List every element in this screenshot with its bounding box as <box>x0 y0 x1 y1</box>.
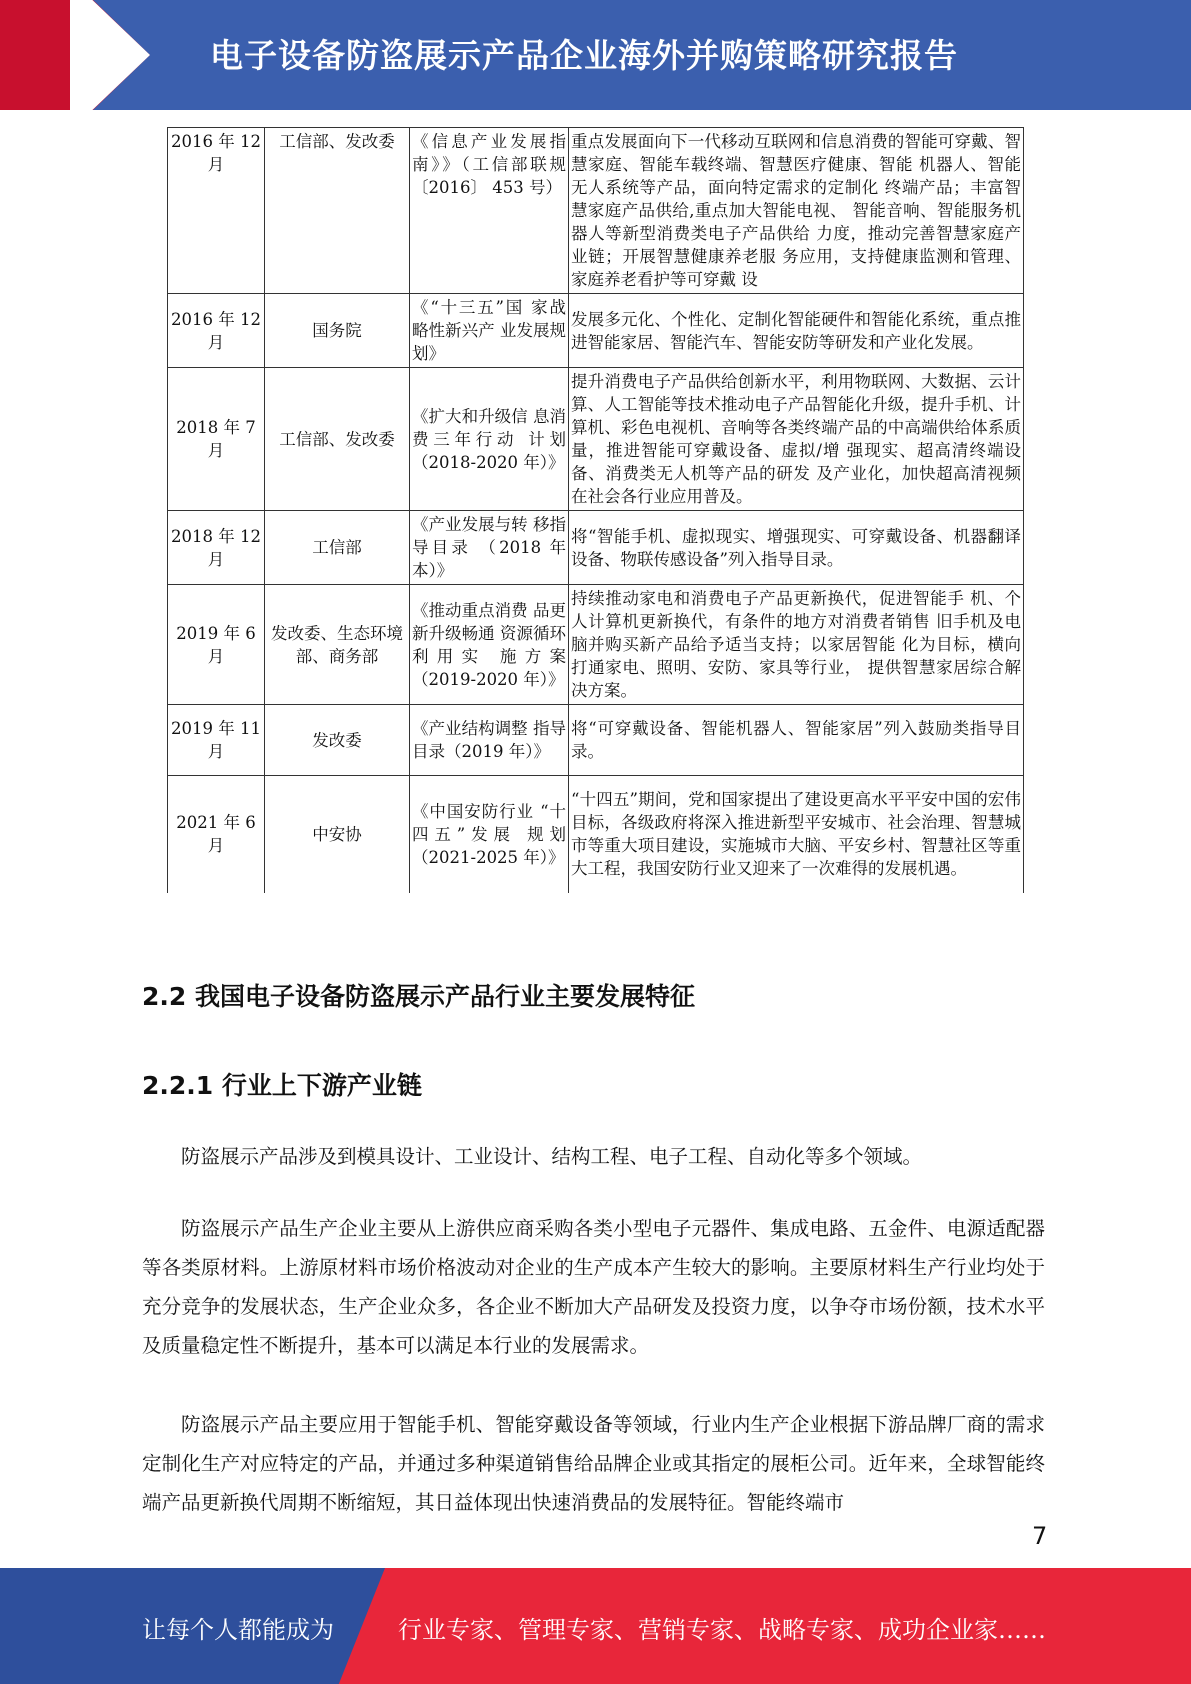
paragraph: 防盗展示产品主要应用于智能手机、智能穿戴设备等领域，行业内生产企业根据下游品牌厂商的需求定制化生产对应特定的产品，并通过多种渠道销售给品牌企业或其指定的展柜公司。近年来，全球智能终端产品更新换代周期不断缩短，其日益体现出快速消费品的发展特征。智能终端市 <box>142 1413 1045 1514</box>
row-date: 2019 年 6 月 <box>168 585 265 705</box>
row-date: 2018 年 12 月 <box>168 511 265 585</box>
row-doc: 《信息产业发展指南》》（工信部联规〔2016〕 453 号） <box>410 128 569 294</box>
report-title: 电子设备防盗展示产品企业海外并购策略研究报告 <box>210 36 958 75</box>
row-date: 2018 年 7 月 <box>168 368 265 511</box>
footer-slogan-left: 让每个人都能成为 <box>142 1616 334 1644</box>
footer-slogan-right: 行业专家、管理专家、营销专家、战略专家、成功企业家…… <box>398 1616 1046 1644</box>
row-date: 2016 年 12 月 <box>168 294 265 368</box>
row-doc: 《推动重点消费 品更新升级畅通 资源循环利用实 施方案（2019-2020 年）》 <box>410 585 569 705</box>
table-row <box>168 511 1024 585</box>
table-row <box>168 585 1024 705</box>
row-content: “十四五”期间，党和国家提出了建设更高水平平安中国的宏伟目标，各级政府将深入推进新型平安城市、社会治理、智慧城市等重大项目建设，实施城市大脑、平安乡村、智慧社区等重大工程，我国安防行业又迎来了一次难得的发展机遇。 <box>569 776 1024 893</box>
row-dept: 中安协 <box>265 776 410 893</box>
row-dept: 发改委 <box>265 705 410 776</box>
subsection-heading: 2.2.1 行业上下游产业链 <box>142 1071 422 1100</box>
row-dept: 工信部、发改委 <box>265 128 410 294</box>
row-content: 提升消费电子产品供给创新水平，利用物联网、大数据、云计算、人工智能等技术推动电子产品智能化升级，提升手机、计算机、彩色电视机、音响等各类终端产品的中高端供给体系质量，推进智能可穿戴设备、虚拟/增 强现实、超高清终端设备、消费类无人机等产品的研发 及产业化，加快超高清视频在社会各行业应用普及。 <box>569 368 1024 511</box>
row-dept: 工信部、发改委 <box>265 368 410 511</box>
row-doc: 《产业结构调整 指导目录（2019 年）》 <box>410 705 569 776</box>
row-content: 将“智能手机、虚拟现实、增强现实、可穿戴设备、机器翻译设备、物联传感设备”列入指导目录。 <box>569 511 1024 585</box>
row-doc: 《“十三五”国 家战略性新兴产 业发展规划》 <box>410 294 569 368</box>
row-date: 2019 年 11 月 <box>168 705 265 776</box>
table-row <box>168 128 1024 294</box>
table-row <box>168 776 1024 893</box>
row-doc: 《扩大和升级信 息消费三年行动 计划（2018-2020 年）》 <box>410 368 569 511</box>
page-footer <box>0 1568 1191 1684</box>
table-row <box>168 705 1024 776</box>
row-dept: 工信部 <box>265 511 410 585</box>
row-content: 将“可穿戴设备、智能机器人、智能家居”列入鼓励类指导目录。 <box>569 705 1024 776</box>
table-row <box>168 294 1024 368</box>
row-doc: 《中国安防行业 “十四五”发展 规划（2021-2025 年）》 <box>410 776 569 893</box>
row-content: 持续推动家电和消费电子产品更新换代，促进智能手 机、个人计算机更新换代，有条件的地方对消费者销售 旧手机及电脑并购买新产品给予适当支持；以家居智能 化为目标，横向打通家电、照明、安防、家具等行业， 提供智慧家居综合解决方案。 <box>569 585 1024 705</box>
page-header <box>0 0 1191 110</box>
paragraph: 防盗展示产品生产企业主要从上游供应商采购各类小型电子元器件、集成电路、五金件、电源适配器等各类原材料。上游原材料市场价格波动对企业的生产成本产生较大的影响。主要原材料生产行业均处于充分竞争的发展状态，生产企业众多，各企业不断加大产品研发及投资力度，以争夺市场份额，技术水平及质量稳定性不断提升，基本可以满足本行业的发展需求。 <box>142 1217 1045 1357</box>
row-dept: 发改委、生态环境部、商务部 <box>265 585 410 705</box>
row-content: 发展多元化、个性化、定制化智能硬件和智能化系统，重点推进智能家居、智能汽车、智能安防等研发和产业化发展。 <box>569 294 1024 368</box>
table-row <box>168 368 1024 511</box>
section-heading: 2.2 我国电子设备防盗展示产品行业主要发展特征 <box>142 982 695 1011</box>
policy-table <box>167 127 1024 893</box>
row-date: 2016 年 12 月 <box>168 128 265 294</box>
row-content: 重点发展面向下一代移动互联网和信息消费的智能可穿戴、智慧家庭、智能车载终端、智慧医疗健康、智能 机器人、智能无人系统等产品，面向特定需求的定制化 终端产品；丰富智慧家庭产品供给,重点加大智能电视、 智能音响、智能服务机器人等新型消费类电子产品供给 力度，推动完善智慧家庭产业链；开展智慧健康养老服 务应用，支持健康监测和管理、家庭养老看护等可穿戴 设 <box>569 128 1024 294</box>
row-date: 2021 年 6 月 <box>168 776 265 893</box>
paragraph: 防盗展示产品涉及到模具设计、工业设计、结构工程、电子工程、自动化等多个领域。 <box>181 1145 923 1168</box>
row-doc: 《产业发展与转 移指导目录 （2018 年本）》 <box>410 511 569 585</box>
row-dept: 国务院 <box>265 294 410 368</box>
page-number: 7 <box>1032 1522 1048 1550</box>
